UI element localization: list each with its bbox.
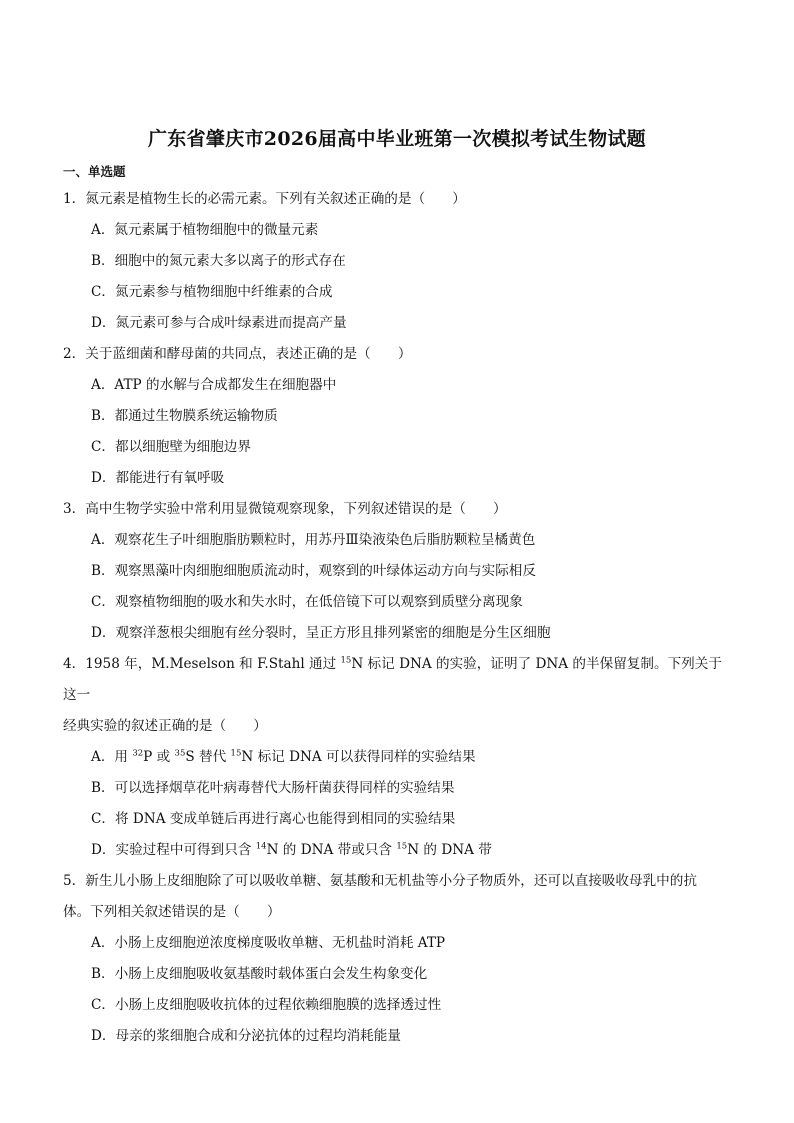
option-d: D．都能进行有氧呼吸 — [91, 470, 225, 486]
option-c: C．小肠上皮细胞吸收抗体的过程依赖细胞膜的选择透过性 — [91, 997, 442, 1013]
question-3 — [63, 494, 731, 649]
question-1 — [63, 184, 731, 339]
question-2 — [63, 339, 731, 494]
option-a: A．观察花生子叶细胞脂肪颗粒时，用苏丹Ⅲ染液染色后脂肪颗粒呈橘黄色 — [91, 532, 536, 548]
isotope-mass: 15 — [230, 748, 242, 759]
option-d: D．氮元素可参与合成叶绿素进而提高产量 — [91, 315, 347, 331]
question-stem: 3．高中生物学实验中常利用显微镜观察现象，下列叙述错误的是（ ） — [63, 501, 507, 517]
option-b: B．观察黑藻叶肉细胞细胞质流动时，观察到的叶绿体运动方向与实际相反 — [91, 563, 536, 579]
option-a: A．用 $^{32}$P 或 $^{35}$S 替代 $^{15}$N 标记 DNA 可以获得同样的实验结果 — [91, 748, 476, 765]
option-d: D．实验过程中可得到只含 $^{14}$N 的 DNA 带或只含 $^{15}$N 的 DNA 带 — [91, 841, 492, 858]
option-b: B．小肠上皮细胞吸收氨基酸时载体蛋白会发生构象变化 — [91, 966, 428, 982]
option-d: D．观察洋葱根尖细胞有丝分裂时，呈正方形且排列紧密的细胞是分生区细胞 — [91, 625, 551, 641]
question-list — [63, 184, 731, 1052]
isotope-mass: 15 — [396, 841, 408, 852]
section-heading: 一、单选题 — [63, 164, 126, 179]
option-c: C．将 DNA 变成单链后再进行离心也能得到相同的实验结果 — [91, 811, 456, 827]
question-stem: 1．氮元素是植物生长的必需元素。下列有关叙述正确的是（ ） — [63, 191, 466, 207]
isotope-mass: 15 — [340, 655, 352, 666]
option-b: B．可以选择烟草花叶病毒替代大肠杆菌获得同样的实验结果 — [91, 780, 455, 796]
option-b: B．细胞中的氮元素大多以离子的形式存在 — [91, 253, 346, 269]
option-a: A．ATP 的水解与合成都发生在细胞器中 — [91, 377, 337, 393]
question-5 — [63, 866, 731, 1052]
option-b: B．都通过生物膜系统运输物质 — [91, 408, 278, 424]
question-4 — [63, 649, 731, 866]
option-c: C．都以细胞壁为细胞边界 — [91, 439, 251, 455]
isotope-mass: 35 — [174, 748, 186, 759]
page-title: 广东省肇庆市2026届高中毕业班第一次模拟考试生物试题 — [148, 128, 646, 150]
option-c: C．氮元素参与植物细胞中纤维素的合成 — [91, 284, 333, 300]
question-stem-cont: 体。下列相关叙述错误的是（ ） — [63, 904, 281, 920]
question-stem-cont: 经典实验的叙述正确的是（ ） — [63, 718, 267, 734]
isotope-mass: 14 — [255, 841, 267, 852]
question-stem: 2．关于蓝细菌和酵母菌的共同点，表述正确的是（ ） — [63, 346, 412, 362]
isotope-mass: 32 — [132, 748, 144, 759]
option-d: D．母亲的浆细胞合成和分泌抗体的过程均消耗能量 — [91, 1028, 401, 1044]
question-stem: 4．1958 年，M.Meselson 和 F.Stahl 通过 $^{15}$N 标记 DNA 的实验，证明了 DNA 的半保留复制。下列关于这一 — [63, 655, 722, 703]
option-a: A．小肠上皮细胞逆浓度梯度吸收单糖、无机盐时消耗 ATP — [91, 935, 446, 951]
option-a: A．氮元素属于植物细胞中的微量元素 — [91, 222, 319, 238]
question-stem: 5．新生儿小肠上皮细胞除了可以吸收单糖、氨基酸和无机盐等小分子物质外，还可以直接吸收母乳中的抗 — [63, 873, 697, 889]
option-c: C．观察植物细胞的吸水和失水时，在低倍镜下可以观察到质壁分离现象 — [91, 594, 523, 610]
